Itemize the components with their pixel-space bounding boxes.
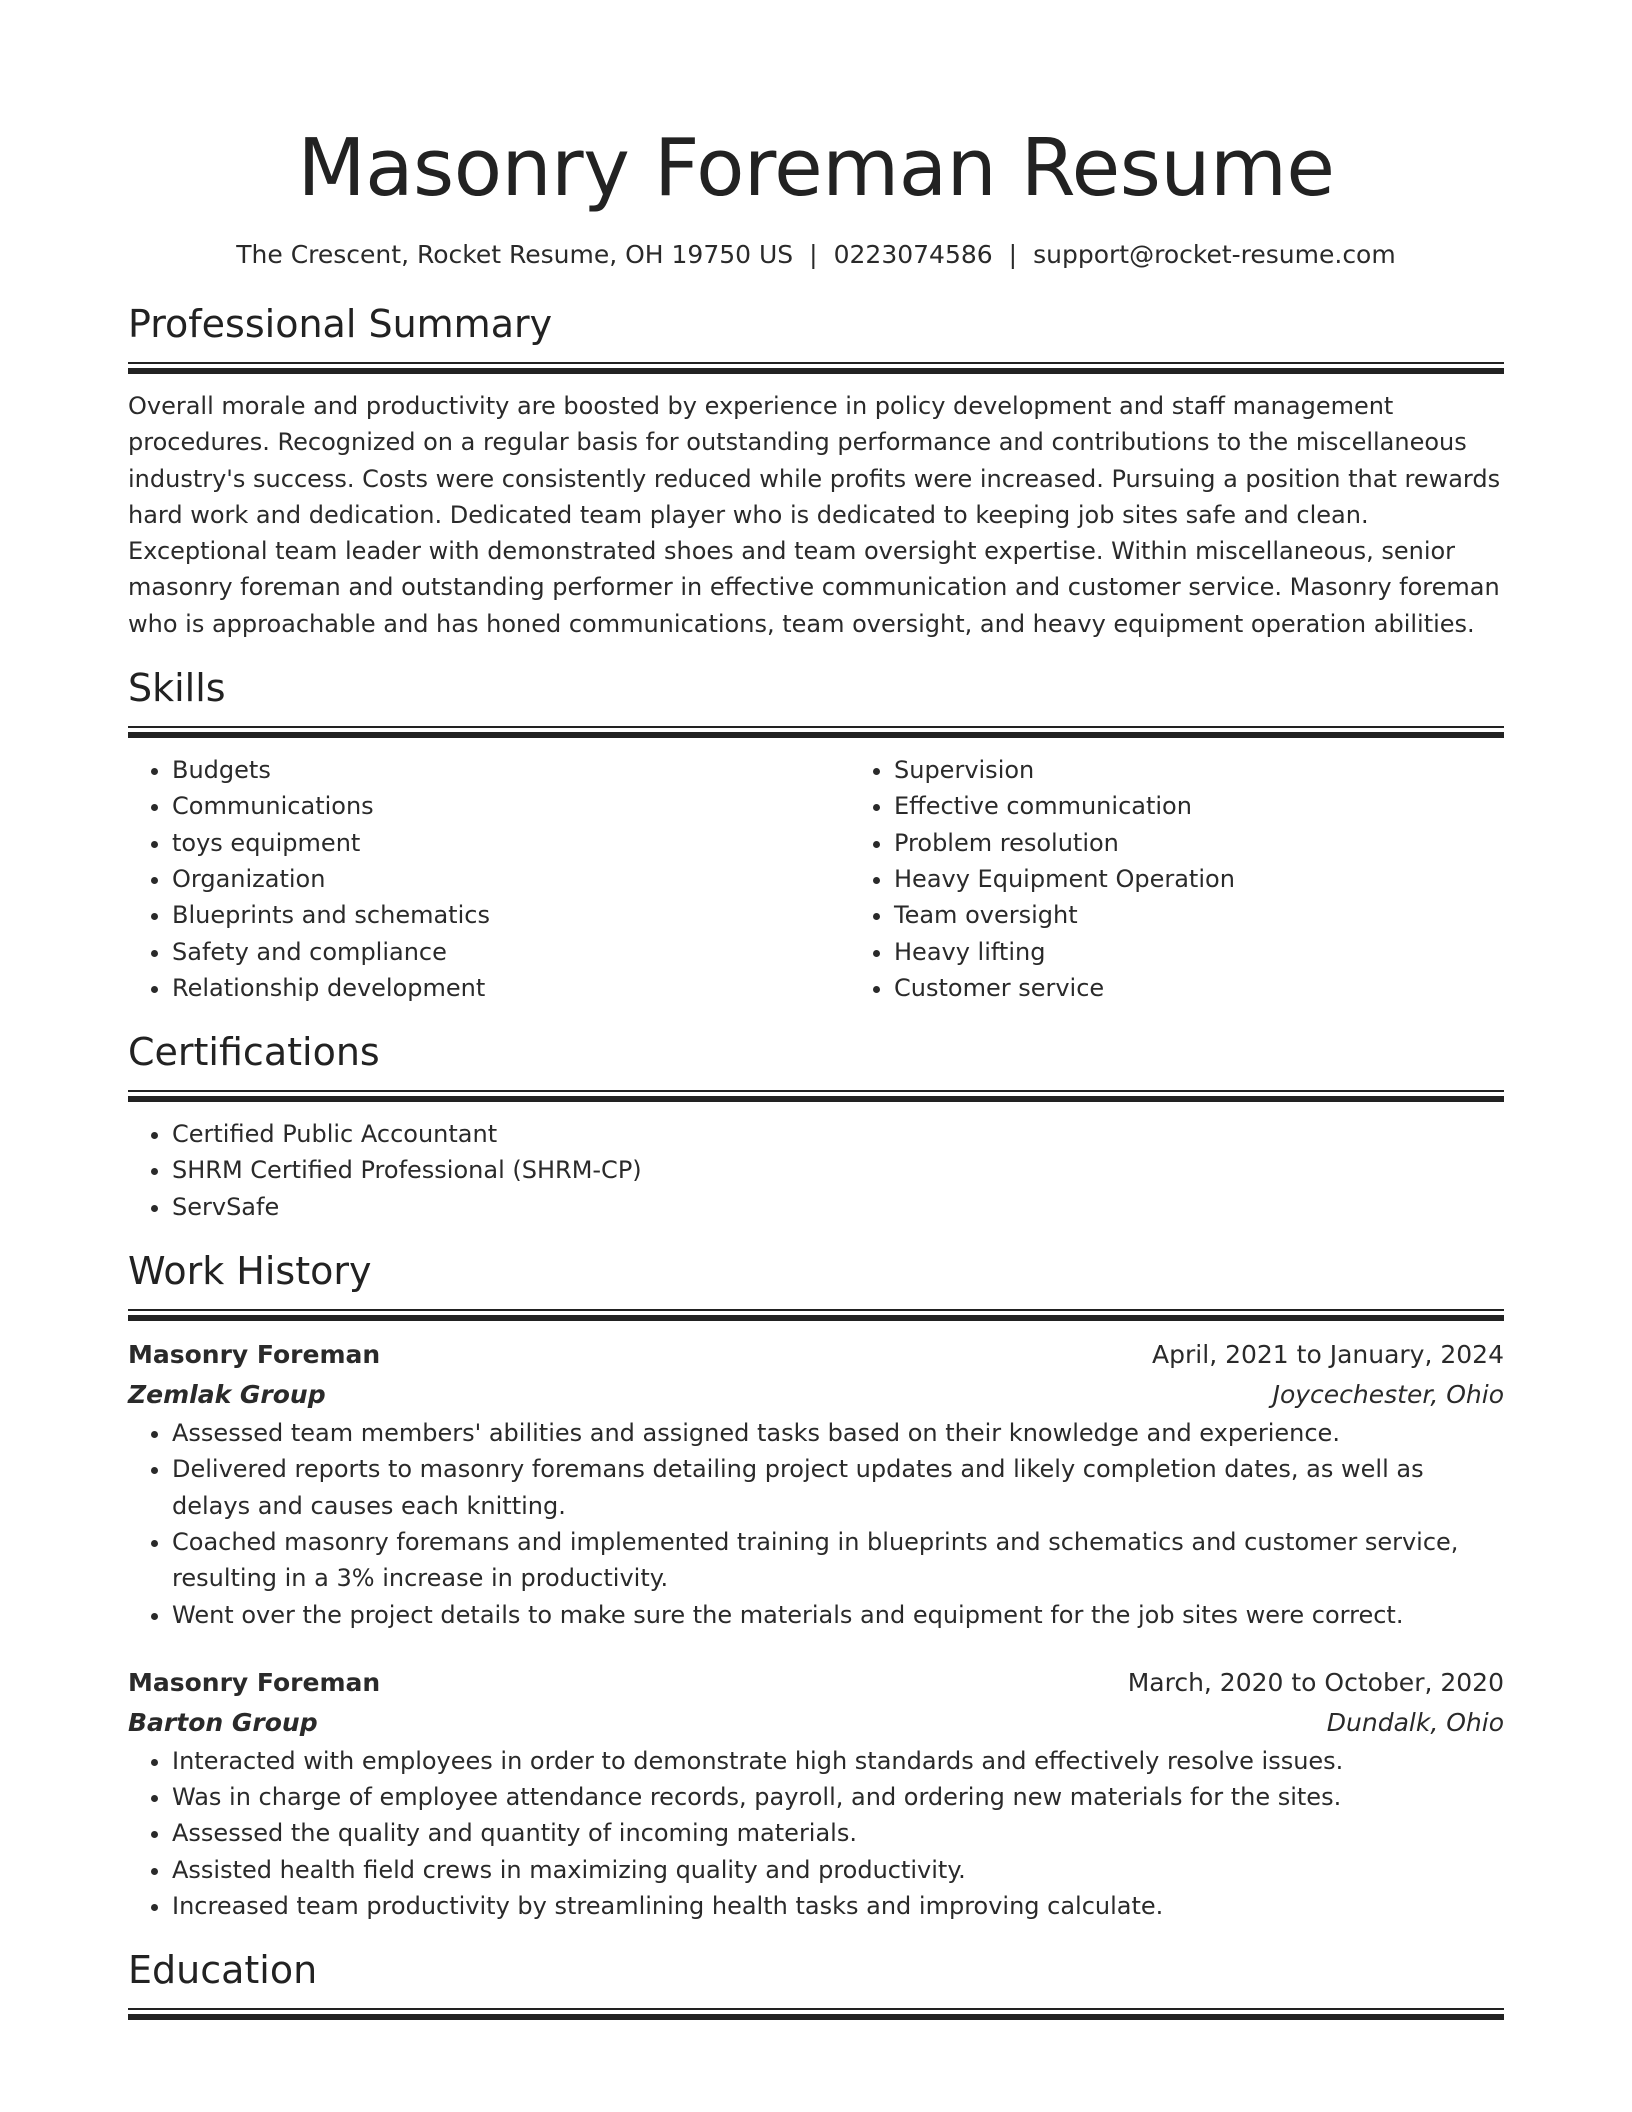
certifications-list bbox=[128, 1116, 1504, 1225]
job-entry bbox=[128, 1335, 1504, 1633]
job-duty-item: • Coached masonry foremans and implemented training in blueprints and schematics and customer service, resulting in a 3% increase in productivity. bbox=[172, 1524, 1504, 1597]
contact-separator: | bbox=[809, 240, 818, 269]
skill-item: • Customer service bbox=[894, 970, 1572, 1006]
skill-item: • Organization bbox=[172, 861, 850, 897]
job-duty-item: • Went over the project details to make sure the materials and equipment for the job sites were correct. bbox=[172, 1597, 1504, 1633]
resume-title: Masonry Foreman Resume bbox=[297, 122, 1335, 214]
skills-section bbox=[128, 664, 1504, 1006]
section-divider bbox=[128, 2008, 1504, 2020]
job-duties-list bbox=[128, 1743, 1504, 1924]
section-heading-certifications: Certifications bbox=[128, 1030, 380, 1075]
certifications-section bbox=[128, 1028, 1504, 1225]
skill-item: • Communications bbox=[172, 788, 850, 824]
contact-phone: 0223074586 bbox=[833, 240, 993, 269]
job-duty-item: • Assessed team members' abilities and assigned tasks based on their knowledge and experience. bbox=[172, 1415, 1504, 1451]
contact-separator: | bbox=[1008, 240, 1018, 269]
job-duty-item: • Increased team productivity by streamlining health tasks and improving calculate. bbox=[172, 1888, 1504, 1924]
job-company: Zemlak Group bbox=[128, 1380, 326, 1410]
skills-list-left bbox=[128, 752, 850, 1006]
skill-item: • toys equipment bbox=[172, 825, 850, 861]
job-location: Dundalk, Ohio bbox=[1326, 1707, 1504, 1737]
skill-item: • Blueprints and schematics bbox=[172, 897, 850, 933]
skill-item: • Effective communication bbox=[894, 788, 1572, 824]
contact-address: The Crescent, Rocket Resume, OH 19750 US bbox=[236, 240, 794, 269]
skills-columns bbox=[128, 752, 1504, 1006]
section-heading-summary: Professional Summary bbox=[128, 302, 553, 346]
education-section bbox=[128, 1946, 1504, 2020]
job-header bbox=[128, 1663, 1504, 1703]
section-heading-education: Education bbox=[128, 1948, 318, 1993]
skills-list-right bbox=[850, 752, 1572, 1006]
job-duties-list bbox=[128, 1415, 1504, 1633]
job-entry bbox=[128, 1663, 1504, 1924]
skill-item: • Supervision bbox=[894, 752, 1572, 788]
contact-email: support@rocket-resume.com bbox=[1033, 240, 1396, 269]
job-location: Joycechester, Ohio bbox=[1272, 1380, 1504, 1410]
job-header bbox=[128, 1335, 1504, 1375]
job-title: Masonry Foreman bbox=[128, 1667, 381, 1697]
job-duty-item: • Assessed the quality and quantity of incoming materials. bbox=[172, 1815, 1504, 1851]
section-divider bbox=[128, 1090, 1504, 1102]
summary-section bbox=[128, 300, 1504, 642]
job-subheader bbox=[128, 1375, 1504, 1415]
job-title: Masonry Foreman bbox=[128, 1340, 381, 1370]
skill-item: • Heavy Equipment Operation bbox=[894, 861, 1572, 897]
skill-item: • Heavy lifting bbox=[894, 934, 1572, 970]
job-company: Barton Group bbox=[128, 1707, 318, 1737]
skill-item: • Budgets bbox=[172, 752, 850, 788]
summary-text: Overall morale and productivity are boosted by experience in policy development and staff management procedures. Recognized on a regular basis for outstanding performance and contributions to the miscellaneous industry's success. Costs were consistently reduced while profits were increased. Pursuing a position that rewards hard work and dedication. Dedicated team player who is dedicated to keeping job sites safe and clean. Exceptional team leader with demonstrated shoes and team oversight expertise. Within miscellaneous, senior masonry foreman and outstanding performer in effective communication and customer service. Masonry foreman who is approachable and has honed communications, team oversight, and heavy equipment operation abilities. bbox=[128, 392, 1501, 638]
job-dates: March, 2020 to October, 2020 bbox=[1127, 1667, 1504, 1697]
certification-item: • ServSafe bbox=[172, 1189, 1504, 1225]
section-heading-skills: Skills bbox=[128, 666, 226, 711]
certification-item: • Certified Public Accountant bbox=[172, 1116, 1504, 1152]
contact-line bbox=[128, 238, 1504, 272]
job-duty-item: • Delivered reports to masonry foremans detailing project updates and likely completion dates, as well as delays and causes each knitting. bbox=[172, 1451, 1504, 1524]
work-history-section bbox=[128, 1247, 1504, 1924]
section-heading-work-history: Work History bbox=[128, 1249, 372, 1294]
section-divider bbox=[128, 726, 1504, 738]
section-divider bbox=[128, 362, 1504, 374]
resume-page bbox=[128, 0, 1504, 2020]
skill-item: • Team oversight bbox=[894, 897, 1572, 933]
job-duty-item: • Interacted with employees in order to demonstrate high standards and effectively resolve issues. bbox=[172, 1743, 1504, 1779]
skill-item: • Problem resolution bbox=[894, 825, 1572, 861]
skill-item: • Relationship development bbox=[172, 970, 850, 1006]
skill-item: • Safety and compliance bbox=[172, 934, 850, 970]
job-dates: April, 2021 to January, 2024 bbox=[1152, 1340, 1504, 1370]
job-duty-item: • Assisted health field crews in maximizing quality and productivity. bbox=[172, 1852, 1504, 1888]
section-divider bbox=[128, 1309, 1504, 1321]
job-subheader bbox=[128, 1703, 1504, 1743]
certification-item: • SHRM Certified Professional (SHRM-CP) bbox=[172, 1152, 1504, 1188]
job-duty-item: • Was in charge of employee attendance records, payroll, and ordering new materials for the sites. bbox=[172, 1779, 1504, 1815]
